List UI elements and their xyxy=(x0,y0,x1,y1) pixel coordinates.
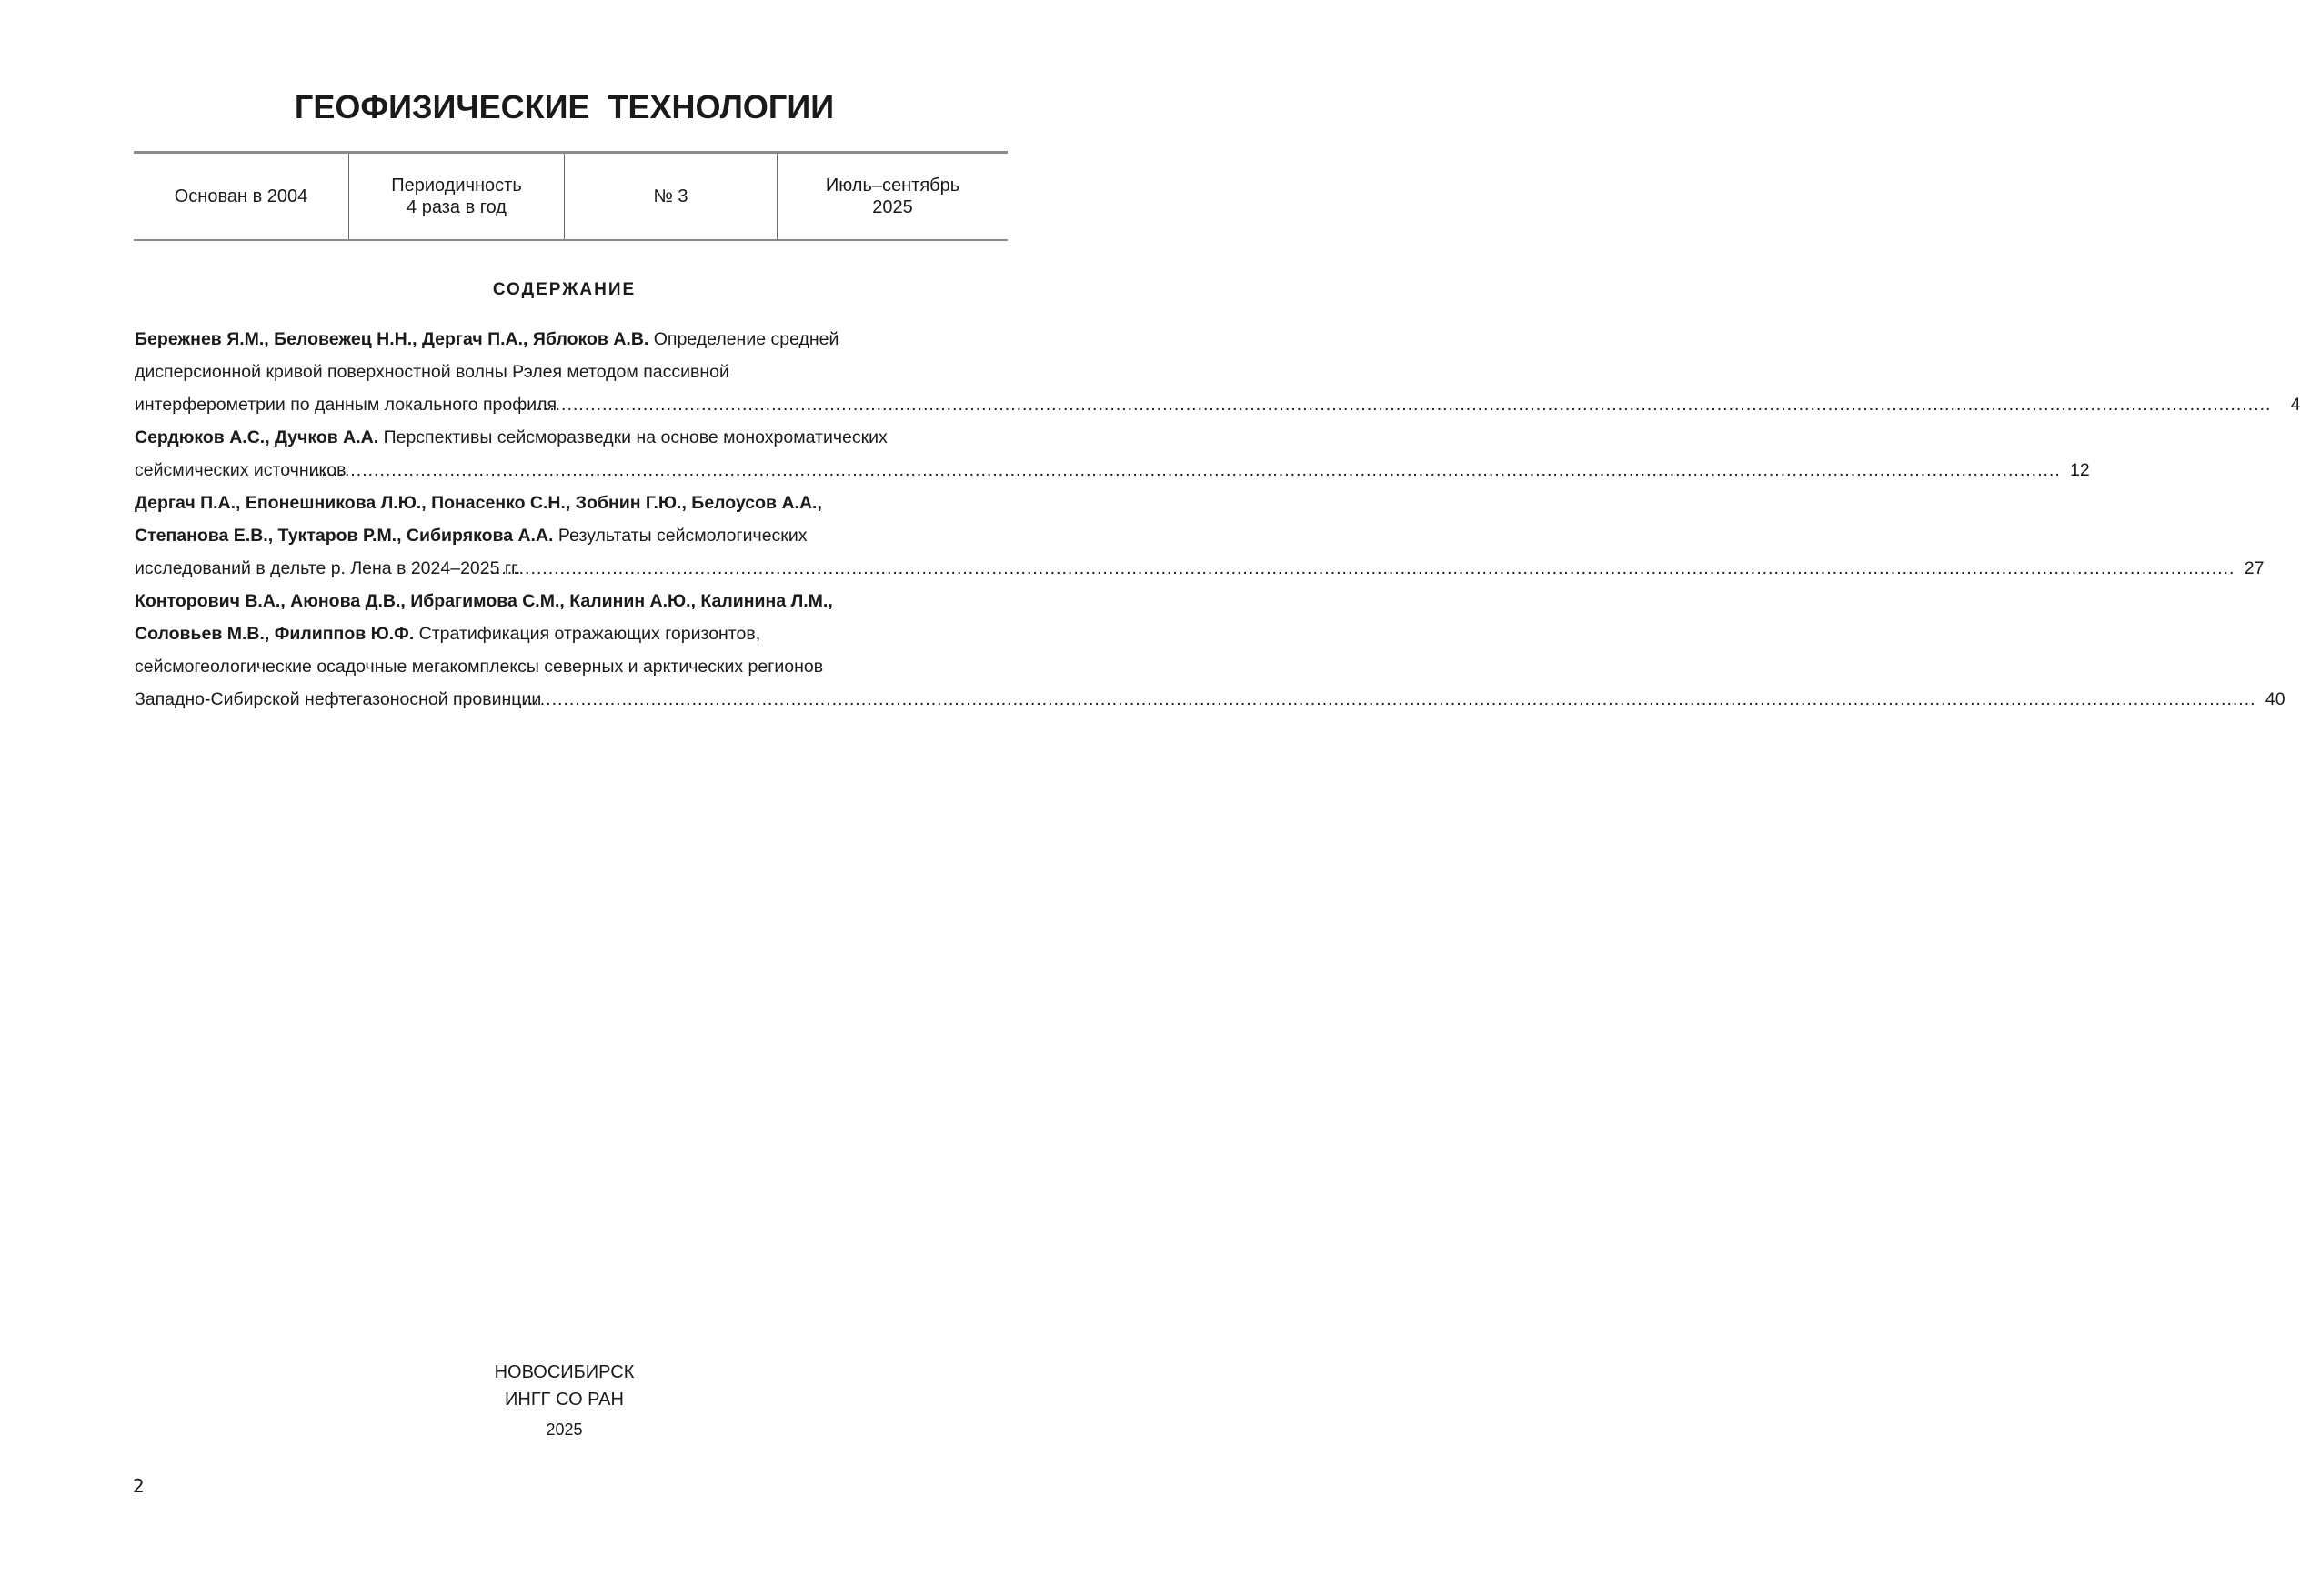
founded-cell xyxy=(134,154,349,239)
publisher-block xyxy=(0,1359,1129,1440)
toc-title: дисперсионной кривой поверхностной волны Рэлея методом пассивной xyxy=(135,362,729,382)
toc-entry-line xyxy=(135,585,989,617)
toc-entry[interactable] xyxy=(135,323,2300,421)
toc-entry[interactable] xyxy=(135,421,2090,487)
toc-title: Западно-Сибирской нефтегазоносной провинции xyxy=(135,689,542,709)
toc-page-number: 40 xyxy=(2265,689,2285,709)
toc-title: сейсмических источников xyxy=(135,460,347,480)
journal-title: ГЕОФИЗИЧЕСКИЕ ТЕХНОЛОГИИ xyxy=(294,88,835,125)
toc-authors: Дергач П.А., Епонешникова Л.Ю., Понасенко С.Н., Зобнин Г.Ю., Белоусов А.А., xyxy=(135,493,822,513)
issue-number: № 3 xyxy=(653,186,688,206)
toc-authors: Бережнев Я.М., Беловежец Н.Н., Дергач П.А., Яблоков А.В. xyxy=(135,329,649,349)
toc-entry-line xyxy=(135,683,2285,716)
period-year: 2025 xyxy=(872,197,913,217)
toc-page-number: 27 xyxy=(2244,558,2265,578)
toc-title: Определение средней xyxy=(653,329,839,349)
toc-title: Перспективы сейсморазведки на основе монохроматических xyxy=(383,427,888,447)
publisher-year: 2025 xyxy=(546,1420,583,1439)
periodicity-label: Периодичность xyxy=(391,176,522,196)
dot-leader: ............................................................................................................................................................................................................................................................................................................ xyxy=(484,558,2235,578)
toc-entry-line xyxy=(135,519,989,552)
toc-entry-line xyxy=(135,454,2090,487)
toc-entry-line xyxy=(135,388,2300,421)
toc-title: исследований в дельте р. Лена в 2024–2025 гг. xyxy=(135,558,521,578)
toc-page-number: 4 xyxy=(2290,395,2300,415)
founded-text: Основан в 2004 xyxy=(174,186,308,206)
toc-entry-line xyxy=(135,617,989,650)
periodicity-value: 4 раза в год xyxy=(407,197,507,217)
dot-leader: ............................................................................................................................................................................................................................................................................................................ xyxy=(520,395,2272,415)
toc-page-number: 12 xyxy=(2070,460,2090,480)
toc-entry[interactable] xyxy=(135,487,2265,585)
page-number: 2 xyxy=(133,1475,145,1497)
toc-authors: Конторович В.А., Аюнова Д.В., Ибрагимова С.М., Калинин А.Ю., Калинина Л.М., xyxy=(135,591,833,611)
toc-title: Результаты сейсмологических xyxy=(557,526,808,546)
toc-authors: Соловьев М.В., Филиппов Ю.Ф. xyxy=(135,624,415,644)
period-months: Июль–сентябрь xyxy=(825,176,960,196)
publisher-org: ИНГГ СО РАН xyxy=(505,1390,624,1410)
table-of-contents xyxy=(135,323,2300,716)
toc-authors: Степанова Е.В., Туктаров Р.М., Сибирякова А.А. xyxy=(135,526,554,546)
toc-entry-line xyxy=(135,421,989,454)
publisher-city: НОВОСИБИРСК xyxy=(494,1362,635,1382)
toc-entry-line xyxy=(135,323,989,356)
toc-entry-line xyxy=(135,356,989,388)
journal-info-table xyxy=(134,151,1008,241)
dot-leader: ............................................................................................................................................................................................................................................................................................................ xyxy=(505,689,2256,709)
toc-title: интерферометрии по данным локального профиля xyxy=(135,395,557,415)
toc-entry[interactable] xyxy=(135,585,2285,716)
period-cell xyxy=(778,154,1008,239)
toc-heading: СОДЕРЖАНИЕ xyxy=(492,280,637,299)
dot-leader: ............................................................................................................................................................................................................................................................................................................ xyxy=(309,460,2061,480)
toc-title: Стратификация отражающих горизонтов, xyxy=(418,624,761,644)
periodicity-cell xyxy=(349,154,565,239)
issue-cell xyxy=(565,154,778,239)
toc-entry-line xyxy=(135,552,2265,585)
toc-entry-line xyxy=(135,650,989,683)
toc-entry-line xyxy=(135,487,989,519)
toc-title: сейсмогеологические осадочные мегакомплексы северных и арктических регионов xyxy=(135,657,824,677)
toc-authors: Сердюков А.С., Дучков А.А. xyxy=(135,427,379,447)
